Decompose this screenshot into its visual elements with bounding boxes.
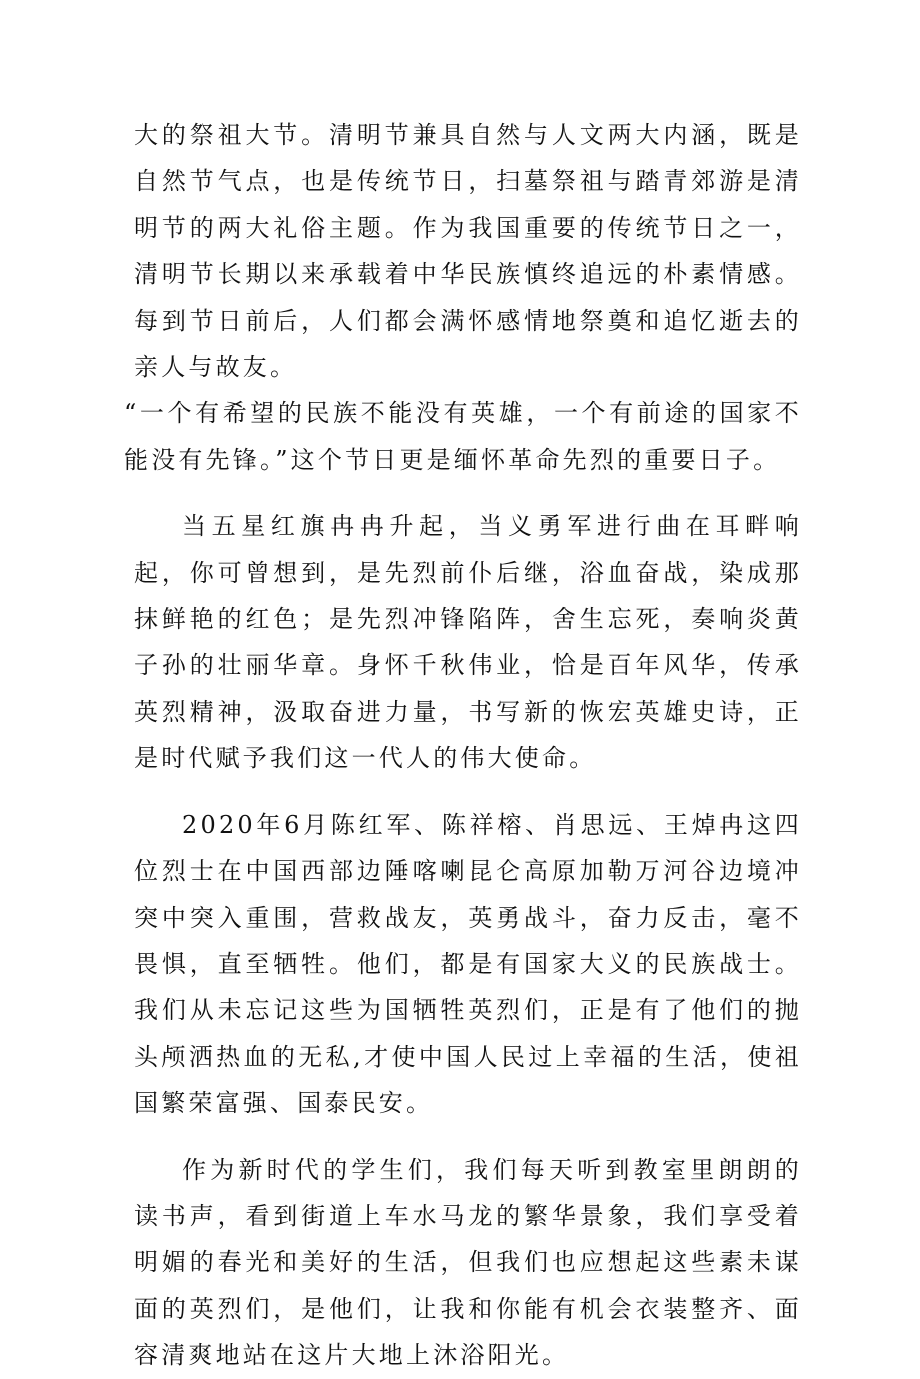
- paragraph-1: 大的祭祖大节。清明节兼具自然与人文两大内涵，既是自然节气点，也是传统节日，扫墓祭祖与踏青郊游是清明节的两大礼俗主题。作为我国重要的传统节日之一，清明节长期以来承载着中华民族慎终追远的朴素情感。每到节日前后，人们都会满怀感情地祭奠和追忆逝去的亲人与故友。: [134, 121, 802, 382]
- paragraph-4: 2020年6月陈红军、陈祥榕、肖思远、王焯冉这四位烈士在中国西部边陲喀喇昆仑高原加勒万河谷边境冲突中突入重围，营救战友，英勇战斗，奋力反击，毫不畏惧，直至牺牲。他们，都是有国家大义的民族战士。我们从未忘记这些为国牺牲英烈们，正是有了他们的抛头颅洒热血的无私,才使中国人民过上幸福的生活，使祖国繁荣富强、国泰民安。: [134, 810, 802, 1118]
- document-body: [124, 112, 802, 1379]
- paragraph-5: 作为新时代的学生们，我们每天听到教室里朗朗的读书声，看到街道上车水马龙的繁华景象，我们享受着明媚的春光和美好的生活，但我们也应想起这些素未谋面的英烈们，是他们，让我和你能有机会衣装整齐、面容清爽地站在这片大地上沐浴阳光。: [134, 1155, 802, 1370]
- paragraph-2-quote: “一个有希望的民族不能没有英雄，一个有前途的国家不能没有先锋。”这个节日更是缅怀革命先烈的重要日子。: [124, 399, 802, 474]
- paragraph-3: 当五星红旗冉冉升起，当义勇军进行曲在耳畔响起，你可曾想到，是先烈前仆后继，浴血奋战，染成那抹鲜艳的红色；是先烈冲锋陷阵，舍生忘死，奏响炎黄子孙的壮丽华章。身怀千秋伟业，恰是百年风华，传承英烈精神，汲取奋进力量，书写新的恢宏英雄史诗，正是时代赋予我们这一代人的伟大使命。: [134, 512, 802, 773]
